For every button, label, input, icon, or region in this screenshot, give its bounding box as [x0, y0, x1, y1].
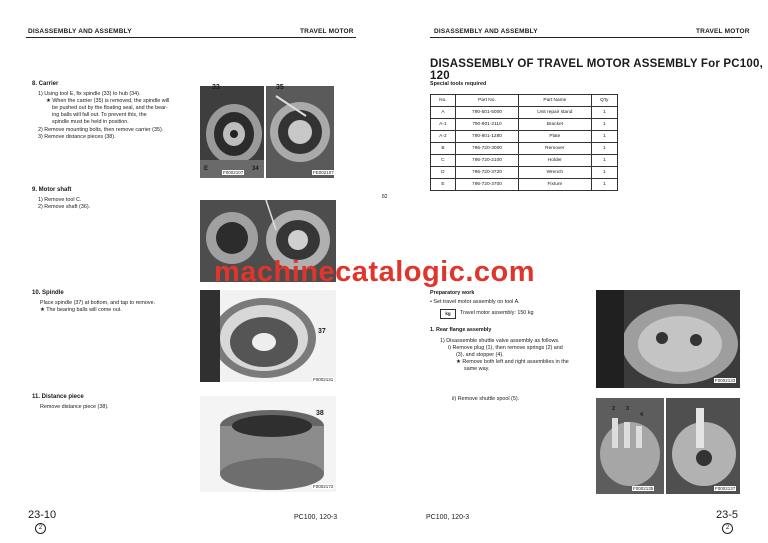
special-tools-label: Special tools required: [430, 81, 487, 87]
table-cell: 796-720-3720: [455, 167, 518, 179]
table-row: [431, 179, 618, 191]
photo-callout-38: 38: [316, 410, 324, 417]
right-header-rule: [430, 37, 742, 38]
table-row: [431, 143, 618, 155]
weight-icon: [440, 309, 456, 319]
left-header-chapter: TRAVEL MOTOR: [300, 28, 354, 35]
photo-carrier-fix-spindle: [200, 86, 264, 178]
left-header-rule: [26, 37, 356, 38]
table-cell: Wrench: [519, 167, 591, 179]
photo-code-right-1: F0002133: [715, 378, 736, 383]
carrier-note-1: ★ When the carrier (35) is removed, the spindle will: [46, 98, 170, 104]
right-header-section: DISASSEMBLY AND ASSEMBLY: [434, 28, 538, 35]
rear-flange-step-1: 1) Disassemble shuttle valve assembly as follows.: [440, 338, 560, 344]
right-header-chapter: TRAVEL MOTOR: [696, 28, 750, 35]
table-row: [431, 131, 618, 143]
motor-shaft-step-2: 2) Remove shaft (36).: [38, 204, 91, 210]
col-no: No.: [431, 95, 456, 107]
section-title-spindle: 10. Spindle: [32, 290, 64, 296]
section-title-carrier: 8. Carrier: [32, 81, 59, 87]
carrier-note-3: ing balls will fall out. To prevent this, the: [52, 112, 147, 118]
table-cell: Remover: [519, 143, 591, 155]
carrier-step-1: 1) Using tool E, fix spindle (33) to hub (34).: [38, 91, 141, 97]
distance-piece-step: Remove distance piece (38).: [40, 404, 109, 410]
photo-callout-33: 33: [212, 84, 220, 91]
carrier-note-4: spindle must be held in position.: [52, 119, 129, 125]
table-cell: 796-720-3700: [455, 179, 518, 191]
special-tools-table: [430, 94, 618, 191]
table-cell: 790-901-2110: [455, 119, 518, 131]
table-cell: Bracket: [519, 119, 591, 131]
photo-shuttle-spool: [666, 398, 740, 494]
table-cell: Fixture: [519, 179, 591, 191]
spindle-note: ★ The bearing balls will come out.: [40, 307, 122, 313]
table-cell: 796-720-3000: [455, 143, 518, 155]
table-cell: D: [431, 167, 456, 179]
photo-callout-35: 35: [276, 84, 284, 91]
carrier-step-2: 2) Remove mounting bolts, then remove carrier (35).: [38, 127, 164, 133]
photo-code-1b: FE002107: [313, 170, 334, 175]
table-cell: 1: [591, 131, 617, 143]
carrier-step-3: 3) Remove distance pieces (38).: [38, 134, 116, 140]
photo-rear-flange-plug: [596, 290, 740, 388]
table-cell: 796-720-2100: [455, 155, 518, 167]
left-revision-mark: 2: [35, 523, 46, 534]
photo-callout-37: 37: [318, 328, 326, 335]
rear-flange-title: 1. Rear flange assembly: [430, 327, 492, 333]
table-cell: 1: [591, 143, 617, 155]
photo-callout-3: 3: [626, 406, 630, 412]
carrier-note-2: be pushed out by the floating seal, and the bear-: [52, 105, 168, 111]
table-row: [431, 155, 618, 167]
watermark: machinecatalogic.com: [214, 256, 536, 288]
table-header-row: [431, 95, 618, 107]
rear-flange-note: ★ Remove both left and right assemblies in the: [456, 359, 569, 365]
left-header-section: DISASSEMBLY AND ASSEMBLY: [28, 28, 132, 35]
right-footer-model: PC100, 120-3: [426, 514, 470, 521]
table-cell: 1: [591, 119, 617, 131]
table-row: [431, 167, 618, 179]
photo-callout-4: 4: [640, 412, 644, 418]
table-cell: 790-901-1280: [455, 131, 518, 143]
photo-spindle: [200, 290, 336, 382]
table-cell: Holder: [519, 155, 591, 167]
table-cell: 790-501-5000: [455, 107, 518, 119]
photo-callout-e: E: [204, 166, 209, 172]
col-qty: Q'ty: [591, 95, 617, 107]
table-cell: 1: [591, 167, 617, 179]
table-cell: 1: [591, 107, 617, 119]
table-cell: B: [431, 143, 456, 155]
rear-flange-step-i-cont: (3), and stopper (4).: [456, 352, 504, 358]
col-part-name: Part Name: [519, 95, 591, 107]
photo-shuttle-springs: [596, 398, 664, 494]
table-row: [431, 107, 618, 119]
preparatory-work-title: Preparatory work: [430, 290, 475, 296]
rear-flange-step-ii: ii) Remove shuttle spool (5).: [452, 396, 520, 402]
photo-code-right-3: F0002137: [715, 486, 736, 491]
photo-code-right-2: F0002135: [633, 486, 654, 491]
table-cell: A: [431, 107, 456, 119]
motor-shaft-step-1: 1) Remove tool C.: [38, 197, 82, 203]
photo-callout-2: 2: [612, 406, 616, 412]
photo-carrier-remove: [266, 86, 334, 178]
rear-flange-note-cont: same way.: [464, 366, 490, 372]
table-cell: A-1: [431, 119, 456, 131]
table-cell: Unit repair stand: [519, 107, 591, 119]
table-cell: A-2: [431, 131, 456, 143]
page-title: DISASSEMBLY OF TRAVEL MOTOR ASSEMBLY For PC100, 120: [430, 58, 763, 82]
photo-callout-34: 34: [252, 166, 259, 172]
section-title-distance-piece: 11. Distance piece: [32, 394, 84, 400]
left-page-number: 23-10: [28, 509, 57, 521]
gutter-mark: 82: [382, 194, 388, 200]
section-title-motor-shaft: 9. Motor shaft: [32, 187, 72, 193]
photo-code-5: F0002172: [313, 484, 334, 489]
photo-code-4: F0002131: [313, 377, 334, 382]
col-part-no: Part No.: [455, 95, 518, 107]
right-page-number: 23-5: [716, 509, 739, 521]
photo-code-1a: F0002107: [223, 170, 244, 175]
spindle-step: Place spindle (37) at bottom, and tap to remove.: [40, 300, 156, 306]
table-cell: E: [431, 179, 456, 191]
weight-icon-label: kg: [445, 311, 451, 316]
table-cell: 1: [591, 179, 617, 191]
table-row: [431, 119, 618, 131]
preparatory-step: • Set travel motor assembly on tool A.: [430, 299, 520, 305]
right-revision-mark: 2: [722, 523, 733, 534]
table-cell: Plate: [519, 131, 591, 143]
table-cell: 1: [591, 155, 617, 167]
table-cell: C: [431, 155, 456, 167]
travel-motor-weight: Travel motor assembly: 150 kg: [460, 310, 534, 316]
rear-flange-step-i: i) Remove plug (1), then remove springs (2) and: [448, 345, 563, 351]
left-footer-model: PC100, 120-3: [294, 514, 338, 521]
